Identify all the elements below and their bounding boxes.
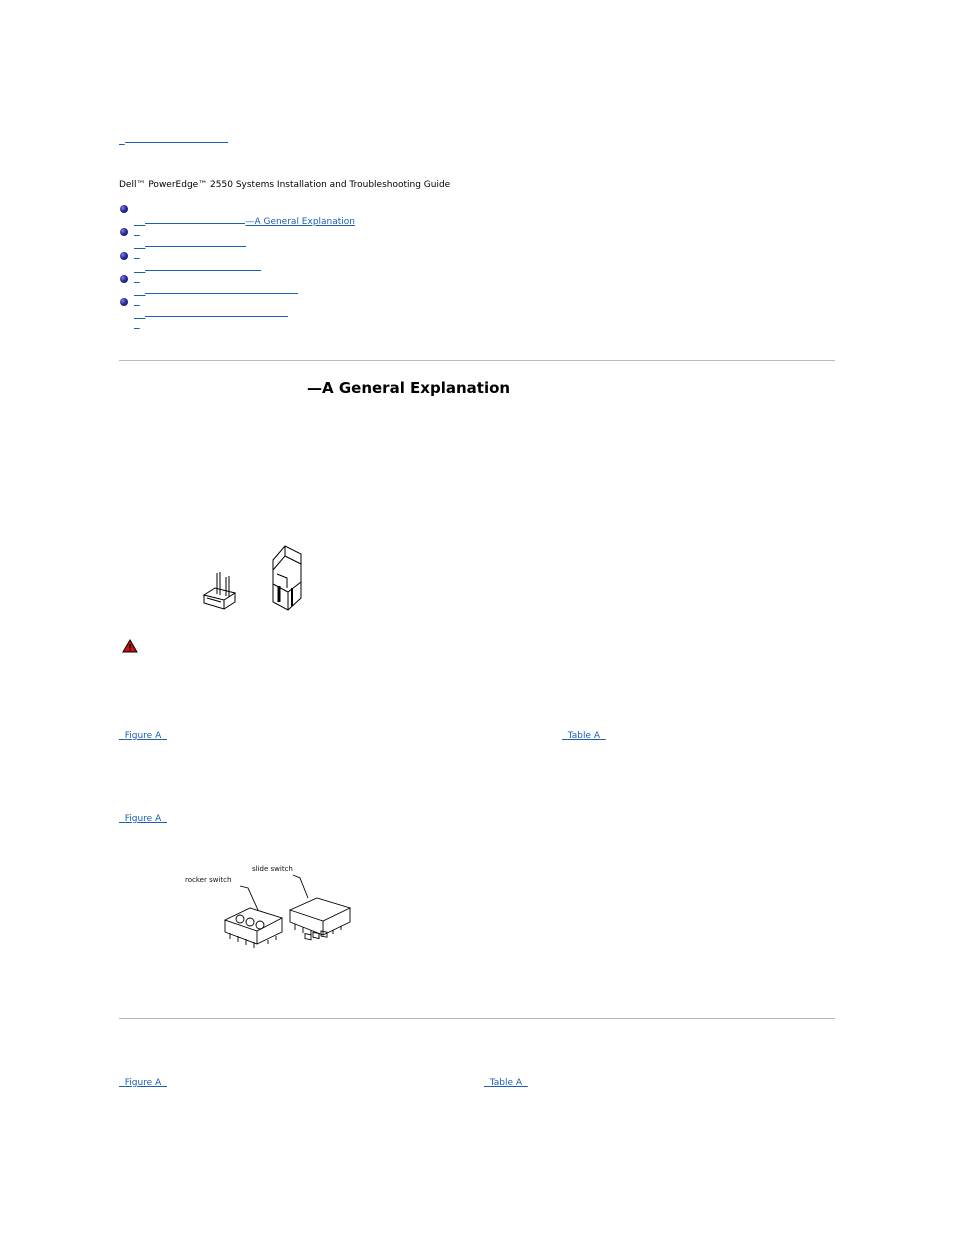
dip-switch-drawing bbox=[180, 862, 360, 952]
guide-title: Dell™ PowerEdge™ 2550 Systems Installation and Troubleshooting Guide bbox=[119, 180, 451, 190]
toc-item-5[interactable] bbox=[134, 296, 288, 330]
rocker-switch-label: rocker switch bbox=[185, 876, 232, 884]
back-to-contents-link[interactable] bbox=[119, 122, 228, 146]
toc-item-general-explanation[interactable]: —A General Explanation bbox=[134, 203, 355, 237]
bullet-icon bbox=[120, 275, 128, 283]
figure-a-link[interactable]: Figure A bbox=[124, 731, 162, 741]
bullet-icon bbox=[120, 228, 128, 236]
table-a-link[interactable]: Table A bbox=[567, 731, 601, 741]
bullet-icon bbox=[120, 205, 128, 213]
caution-icon bbox=[122, 639, 138, 653]
bullet-icon bbox=[120, 252, 128, 260]
section-heading: —A General Explanation bbox=[307, 379, 511, 397]
jumper-illustration bbox=[195, 540, 315, 615]
section-divider bbox=[119, 360, 835, 361]
dip-switch-figure bbox=[180, 862, 360, 952]
figure-a-link-3[interactable]: Figure A bbox=[124, 1078, 162, 1088]
bullet-icon bbox=[120, 298, 128, 306]
slide-switch-label: slide switch bbox=[252, 865, 293, 873]
section-divider-2 bbox=[119, 1018, 835, 1019]
table-a-link-2[interactable]: Table A bbox=[489, 1078, 523, 1088]
figure-a-link-2[interactable]: Figure A bbox=[124, 814, 162, 824]
